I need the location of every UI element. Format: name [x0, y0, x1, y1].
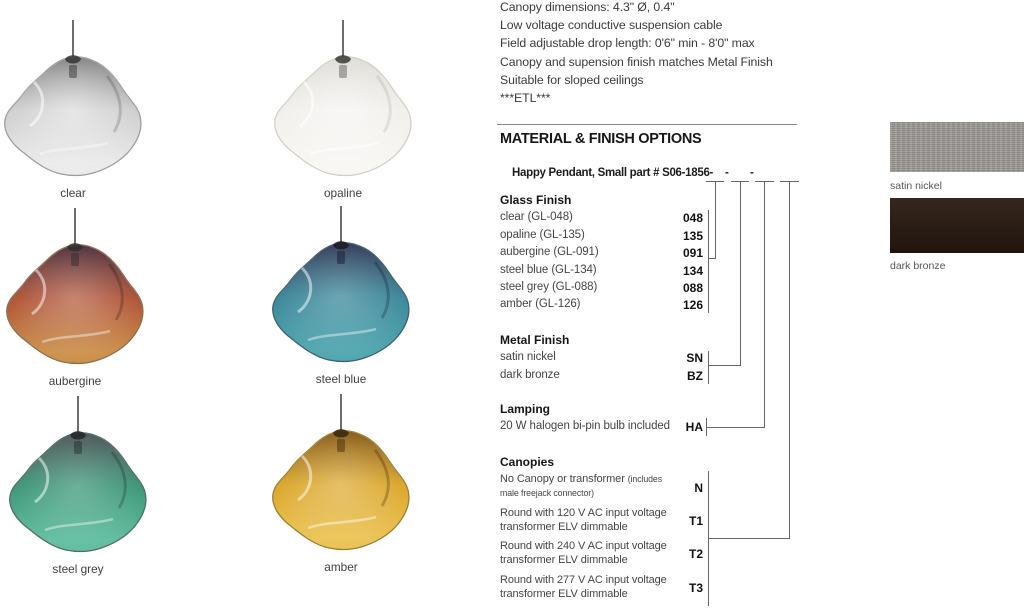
spec-line-drop-length: Field adjustable drop length: 0'6" min - 8'0" max — [500, 36, 755, 50]
inner-socket — [69, 65, 77, 78]
metal-code-dark-bronze: BZ — [687, 369, 703, 383]
pendant-photo-opaline — [258, 20, 428, 185]
satin-nickel-swatch-label: satin nickel — [890, 180, 942, 192]
spec-line-low-voltage: Low voltage conductive suspension cable — [500, 18, 723, 32]
pendant-figure-aubergine — [0, 208, 160, 393]
part-number-line: Happy Pendant, Small part # S06-1856- — [512, 167, 714, 179]
canopy-option-277v: Round with 277 V AC input voltage transformer ELV dimmable — [500, 574, 667, 600]
inner-socket — [71, 253, 79, 266]
dark-bronze-swatch-label: dark bronze — [890, 260, 946, 272]
glass-code-amber: 126 — [682, 298, 703, 312]
pendant-label-opaline: opaline — [323, 186, 363, 200]
glass-option-opaline: opaline (GL-135) — [500, 229, 585, 241]
pendant-label-aubergine: aubergine — [48, 374, 102, 388]
lamping-connector-line — [706, 182, 765, 428]
pendant-figure-clear — [0, 20, 158, 205]
inner-socket — [339, 65, 347, 78]
part-number-separator: - — [750, 167, 754, 179]
canopies-title: Canopies — [500, 455, 555, 469]
pendant-label-steel-grey: steel grey — [52, 562, 104, 576]
glass-option-steel-blue: steel blue (GL-134) — [500, 264, 597, 276]
pendant-figure-steel-grey — [0, 396, 163, 581]
spec-line-finish-match: Canopy and supension finish matches Metal Finish — [500, 55, 773, 69]
inner-socket — [337, 251, 345, 264]
metal-finish-title: Metal Finish — [500, 333, 570, 347]
section-divider — [497, 124, 797, 125]
canopy-option-120v: Round with 120 V AC input voltage transformer ELV dimmable — [500, 507, 667, 533]
canopy-connector-line — [708, 182, 790, 539]
pendant-photo-amber — [256, 394, 426, 559]
glass-code-aubergine: 091 — [682, 246, 703, 260]
glass-option-steel-grey: steel grey (GL-088) — [500, 281, 598, 293]
pendant-photo-steel-grey — [0, 396, 163, 561]
lamping-code-halogen: HA — [685, 420, 703, 434]
canopy-code-240v: T2 — [688, 547, 703, 561]
part-number-separator: - — [725, 167, 729, 179]
glass-connector-line — [708, 182, 716, 259]
pendant-label-amber: amber — [324, 560, 358, 574]
canopy-option-none-note: (includes male freejack connector) — [500, 474, 663, 498]
glass-code-clear: 048 — [682, 211, 703, 225]
pendant-figure-amber — [256, 394, 426, 579]
inner-socket — [337, 439, 345, 452]
spec-line-canopy-dimensions: Canopy dimensions: 4.3" Ø, 0.4" — [500, 0, 675, 14]
lamping-title: Lamping — [500, 402, 550, 416]
pendant-photo-steel-blue — [256, 206, 426, 371]
metal-code-satin-nickel: SN — [686, 351, 703, 365]
canopy-code-120v: T1 — [688, 514, 703, 528]
metal-option-dark-bronze: dark bronze — [500, 369, 560, 381]
canopy-option-240v: Round with 240 V AC input voltage transformer ELV dimmable — [500, 540, 667, 566]
glass-code-steel-blue: 134 — [682, 264, 703, 278]
glass-finish-title: Glass Finish — [500, 193, 572, 207]
canopy-option-none — [500, 473, 678, 500]
pendant-photo-aubergine — [0, 208, 160, 373]
inner-socket — [74, 441, 82, 454]
canopy-code-none: N — [694, 481, 703, 495]
glass-option-aubergine: aubergine (GL-091) — [500, 246, 599, 258]
spec-line-sloped-ceilings: Suitable for sloped ceilings — [500, 73, 644, 87]
metal-option-satin-nickel: satin nickel — [500, 351, 556, 363]
pendant-figure-opaline — [258, 20, 428, 205]
spec-line-etl: ***ETL*** — [500, 91, 551, 105]
pendant-figure-steel-blue — [256, 206, 426, 391]
pendant-label-steel-blue: steel blue — [315, 372, 367, 386]
glass-option-clear: clear (GL-048) — [500, 211, 573, 223]
section-title: MATERIAL & FINISH OPTIONS — [500, 131, 702, 147]
pendant-label-clear: clear — [60, 186, 86, 200]
lamping-option-halogen: 20 W halogen bi-pin bulb included — [500, 420, 670, 432]
dark-bronze-swatch — [890, 198, 1024, 253]
satin-nickel-swatch — [890, 122, 1024, 172]
glass-code-opaline: 135 — [682, 229, 703, 243]
glass-option-amber: amber (GL-126) — [500, 298, 581, 310]
metal-connector-line — [708, 182, 741, 366]
canopy-option-none-label: No Canopy or transformer — [500, 473, 628, 485]
glass-code-steel-grey: 088 — [682, 281, 703, 295]
canopy-code-277v: T3 — [688, 581, 703, 595]
pendant-photo-clear — [0, 20, 158, 185]
